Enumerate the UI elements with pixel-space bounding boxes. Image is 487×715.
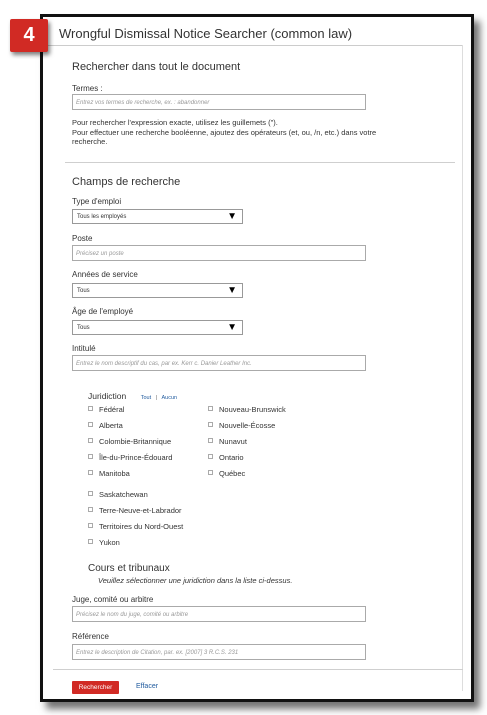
checkbox-icon[interactable]	[208, 406, 213, 411]
jurisdiction-option-label: Île-du-Prince-Édouard	[99, 453, 173, 462]
employment-type-label: Type d'emploi	[72, 197, 122, 206]
jurisdiction-checkbox[interactable]	[88, 453, 172, 463]
checkbox-icon[interactable]	[208, 470, 213, 475]
jurisdiction-option-label: Ontario	[219, 453, 244, 462]
jurisdiction-checkbox[interactable]	[88, 405, 124, 415]
case-title-label: Intitulé	[72, 344, 96, 353]
employee-age-value: Tous	[77, 325, 90, 331]
step-badge: 4	[10, 19, 48, 52]
checkbox-icon[interactable]	[88, 470, 93, 475]
triangle-down-icon: ▼	[227, 285, 237, 296]
checkbox-icon[interactable]	[88, 523, 93, 528]
search-button[interactable]: Rechercher	[72, 681, 119, 694]
jurisdiction-option-label: Nunavut	[219, 437, 247, 446]
triangle-down-icon: ▼	[227, 322, 237, 333]
judge-label: Juge, comité ou arbitre	[72, 595, 154, 604]
full-text-heading: Rechercher dans tout le document	[72, 61, 241, 73]
search-panel	[40, 14, 474, 702]
jurisdiction-checkbox[interactable]	[208, 405, 286, 415]
jurisdiction-option-label: Colombie-Britannique	[99, 437, 172, 446]
checkbox-icon[interactable]	[88, 406, 93, 411]
terms-input[interactable]: Entrez vos termes de recherche, ex. : abandonner	[72, 94, 366, 110]
checkbox-icon[interactable]	[208, 422, 213, 427]
clear-button[interactable]: Effacer	[136, 683, 159, 690]
jurisdiction-checkbox[interactable]	[208, 453, 244, 463]
jurisdiction-option-label: Territoires du Nord-Ouest	[99, 522, 184, 531]
employee-age-select[interactable]	[72, 320, 243, 335]
checkbox-icon[interactable]	[88, 422, 93, 427]
jurisdiction-option-label: Terre-Neuve-et-Labrador	[99, 506, 182, 515]
link-separator: |	[155, 395, 158, 401]
jurisdiction-checkbox[interactable]	[208, 469, 245, 479]
jurisdiction-option-label: Alberta	[99, 421, 123, 430]
years-of-service-label: Années de service	[72, 270, 138, 279]
sidebar-divider	[462, 45, 463, 691]
employment-type-select[interactable]	[72, 209, 243, 224]
jurisdiction-checkbox[interactable]	[208, 421, 275, 431]
checkbox-icon[interactable]	[88, 454, 93, 459]
jurisdiction-option-label: Fédéral	[99, 405, 125, 414]
triangle-down-icon: ▼	[227, 211, 237, 222]
employment-type-value: Tous les employés	[77, 214, 127, 220]
help-line-boolean: Pour effectuer une recherche booléenne, ajoutez des opérateurs (et, ou, /n, etc.) dans votre recherche.	[72, 127, 377, 146]
select-all-link[interactable]: Tout	[140, 395, 152, 401]
employee-age-label: Âge de l'employé	[72, 307, 134, 316]
checkbox-icon[interactable]	[208, 454, 213, 459]
years-of-service-value: Tous	[77, 288, 90, 294]
terms-label: Termes :	[72, 84, 103, 93]
search-fields-heading: Champs de recherche	[72, 176, 181, 188]
page-title: Wrongful Dismissal Notice Searcher (common law)	[59, 26, 353, 41]
help-line-exact: Pour rechercher l'expression exacte, utilisez les guillemets (").	[72, 118, 278, 127]
jurisdiction-checkbox[interactable]	[88, 506, 182, 516]
jurisdiction-option-label: Québec	[219, 469, 246, 478]
jurisdiction-option-label: Nouveau-Brunswick	[219, 405, 286, 414]
checkbox-icon[interactable]	[88, 507, 93, 512]
checkbox-icon[interactable]	[208, 438, 213, 443]
jurisdiction-checkbox[interactable]	[88, 437, 171, 447]
courts-note: Veuillez sélectionner une juridiction dans la liste ci-dessus.	[98, 576, 293, 585]
jurisdiction-checkbox[interactable]	[88, 490, 148, 500]
select-none-link[interactable]: Aucun	[161, 395, 178, 401]
jurisdiction-checkbox[interactable]	[208, 437, 247, 447]
checkbox-icon[interactable]	[88, 491, 93, 496]
courts-heading: Cours et tribunaux	[88, 563, 170, 574]
search-help-text	[72, 118, 412, 147]
checkbox-icon[interactable]	[88, 438, 93, 443]
position-label: Poste	[72, 234, 93, 243]
jurisdiction-option-label: Saskatchewan	[99, 490, 148, 499]
jurisdiction-checkbox[interactable]	[88, 522, 183, 532]
jurisdiction-checkbox[interactable]	[88, 469, 130, 479]
years-of-service-select[interactable]	[72, 283, 243, 298]
jurisdiction-checkbox[interactable]	[88, 538, 120, 548]
jurisdiction-checkbox[interactable]	[88, 421, 123, 431]
jurisdiction-option-label: Nouvelle-Écosse	[219, 421, 276, 430]
section-divider	[65, 162, 455, 163]
jurisdiction-label: Juridiction	[88, 391, 127, 401]
case-title-input[interactable]: Entrez le nom descriptif du cas, par ex. Kerr c. Danier Leather Inc.	[72, 355, 366, 371]
position-input[interactable]: Précisez un poste	[72, 245, 366, 261]
reference-label: Référence	[72, 632, 109, 641]
reference-input[interactable]: Entrez le description de Citation, par. ex. [2007] 3 R.C.S. 231	[72, 644, 366, 660]
checkbox-icon[interactable]	[88, 539, 93, 544]
footer-divider	[53, 669, 463, 670]
jurisdiction-header	[88, 386, 177, 404]
title-divider	[46, 45, 463, 46]
jurisdiction-option-label: Manitoba	[99, 469, 130, 478]
jurisdiction-option-label: Yukon	[99, 538, 120, 547]
judge-input[interactable]: Précisez le nom du juge, comité ou arbitre	[72, 606, 366, 622]
